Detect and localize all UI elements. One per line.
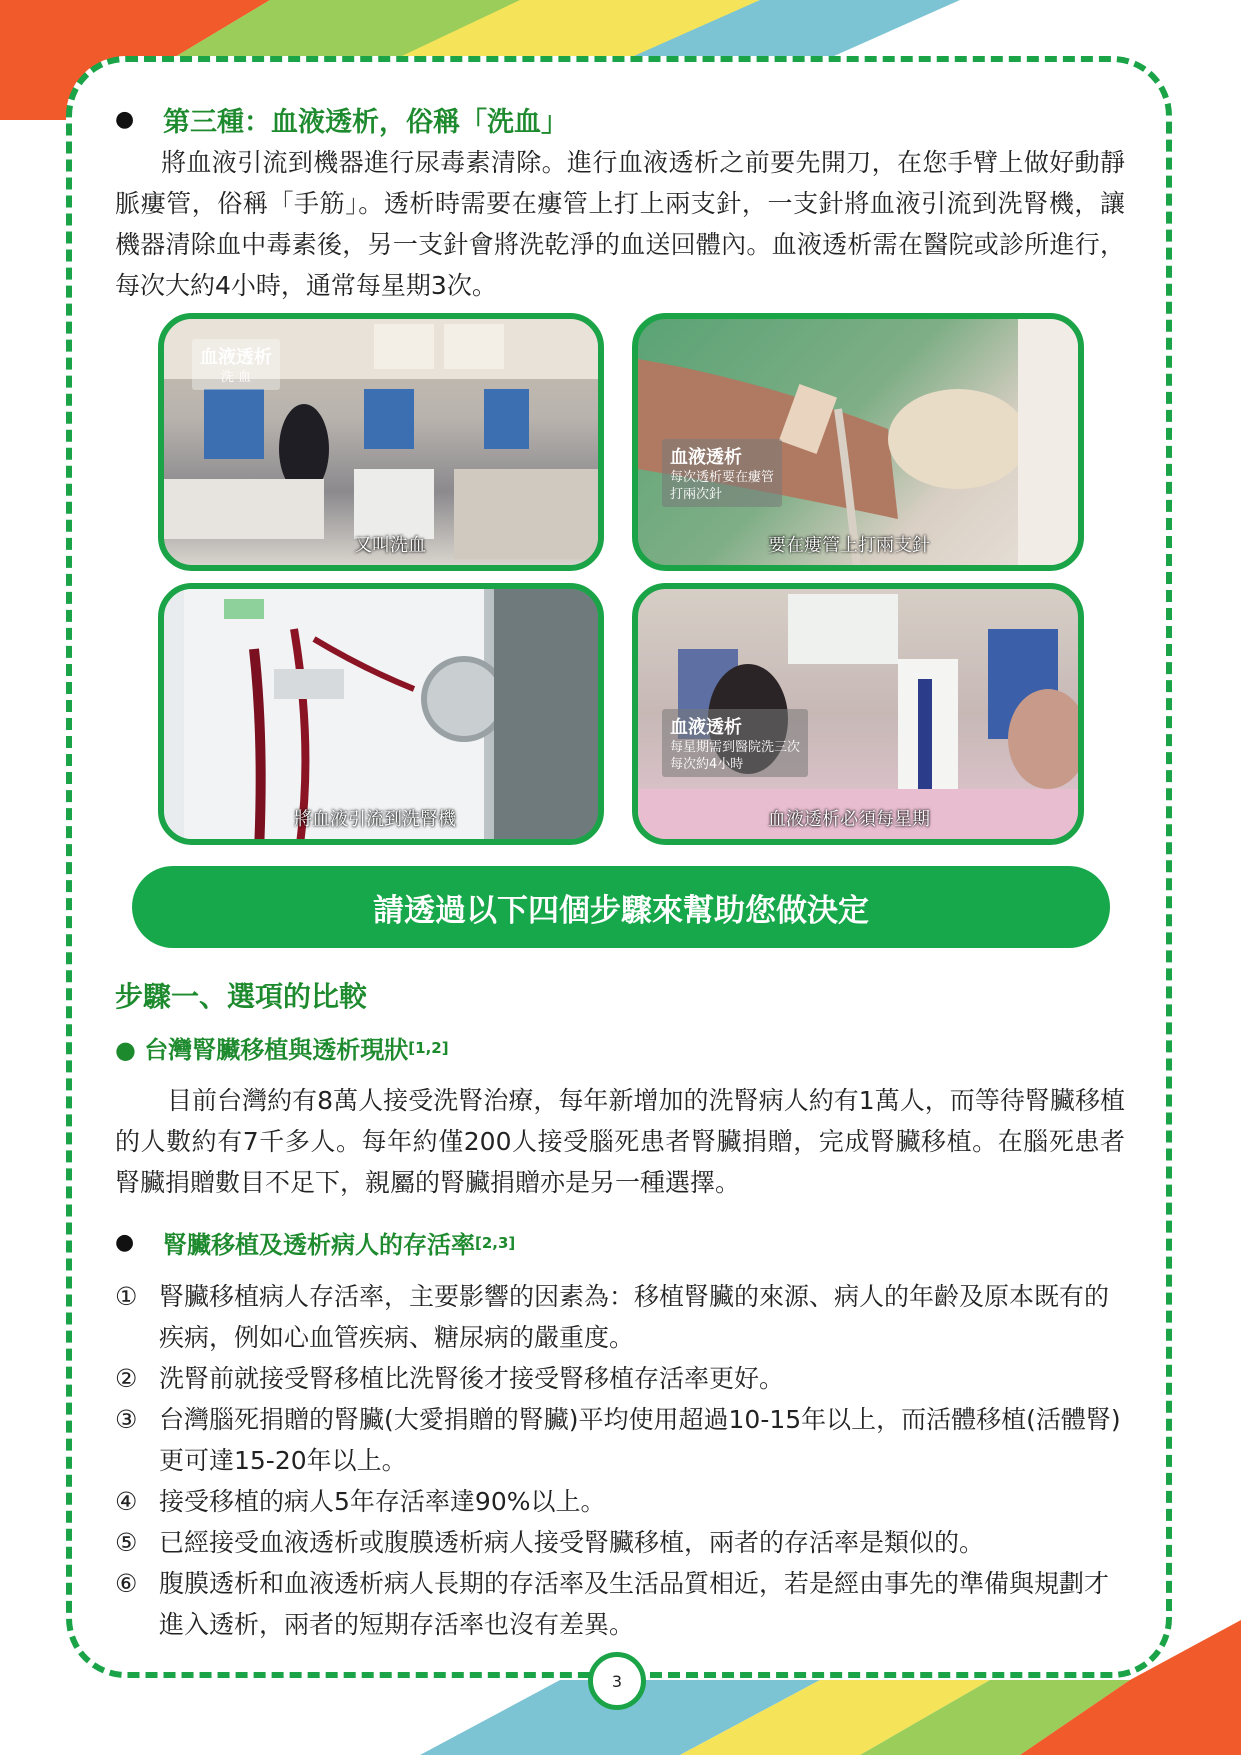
survival-list — [115, 1276, 1125, 1645]
photo-caption: 又叫洗血 — [354, 535, 426, 556]
list-number: ④ — [115, 1487, 138, 1516]
reference-marker: [2,3] — [475, 1233, 516, 1252]
section-body: 將血液引流到機器進行尿毒素清除。進行血液透析之前要先開刀，在您手臂上做好動靜脈瘻管，俗稱「手筋」。透析時需要在瘻管上打上兩支針，一支針將血液引流到洗腎機，讓機器清除血中毒素後，另一支針會將洗乾淨的血送回體內。血液透析需在醫院或診所進行，每次大約4小時，通常每星期3次。 — [115, 148, 1125, 300]
photo-grid — [158, 313, 1084, 845]
taiwan-status-paragraph: 目前台灣約有8萬人接受洗腎治療，每年新增加的洗腎病人約有1萬人，而等待腎臟移植的人數約有7千多人。每年約僅200人接受腦死患者腎臟捐贈，完成腎臟移植。在腦死患者腎臟捐贈數目不足下，親屬的腎臟捐贈亦是另一種選擇。 — [115, 1086, 1125, 1197]
photo-caption: 要在瘻管上打兩支針 — [768, 535, 930, 556]
photo-label: 血液透析 洗 血 — [192, 339, 280, 390]
photo-caption: 將血液引流到洗腎機 — [294, 809, 456, 830]
list-number: ① — [115, 1282, 138, 1311]
list-item — [115, 1481, 1125, 1522]
reference-marker: [1,2] — [408, 1038, 449, 1057]
photo-caption: 血液透析必須每星期 — [768, 809, 930, 830]
bullet-icon: ● — [115, 106, 135, 132]
steps-banner: 請透過以下四個步驟來幫助您做決定 — [132, 866, 1110, 948]
photo-dialysis-machine — [158, 583, 604, 845]
section-hemodialysis — [115, 96, 1125, 306]
list-number: ③ — [115, 1405, 138, 1434]
list-item — [115, 1522, 1125, 1563]
subsection-survival — [115, 1225, 515, 1260]
list-item — [115, 1563, 1125, 1645]
list-item — [115, 1358, 1125, 1399]
list-number: ② — [115, 1364, 138, 1393]
photo-label: 血液透析 每星期需到醫院洗三次 每次約4小時 — [662, 709, 808, 777]
list-item — [115, 1276, 1125, 1358]
section-title: 第三種：血液透析，俗稱「洗血」 — [163, 106, 568, 138]
list-item — [115, 1399, 1125, 1481]
list-text: 已經接受血液透析或腹膜透析病人接受腎臟移植，兩者的存活率是類似的。 — [159, 1528, 985, 1557]
section-heading — [115, 96, 1125, 142]
subsection-title: 腎臟移植及透析病人的存活率 — [163, 1231, 475, 1259]
step1-title: 步驟一、選項的比較 — [115, 980, 368, 1013]
photo-label: 血液透析 每次透析要在瘻管 打兩次針 — [662, 439, 782, 507]
list-text: 洗腎前就接受腎移植比洗腎後才接受腎移植存活率更好。 — [159, 1364, 785, 1393]
bullet-icon: ● — [115, 1230, 135, 1255]
page-number: 3 — [588, 1652, 646, 1710]
list-number: ⑥ — [115, 1569, 138, 1598]
photo-needle-arm — [632, 313, 1084, 571]
list-text: 腎臟移植病人存活率，主要影響的因素為：移植腎臟的來源、病人的年齡及原本既有的疾病，例如心血管疾病、糖尿病的嚴重度。 — [159, 1282, 1110, 1352]
list-text: 腹膜透析和血液透析病人長期的存活率及生活品質相近，若是經由事先的準備與規劃才進入透析，兩者的短期存活率也沒有差異。 — [159, 1569, 1110, 1639]
list-number: ⑤ — [115, 1528, 138, 1557]
list-text: 接受移植的病人5年存活率達90%以上。 — [159, 1487, 606, 1516]
photo-dialysis-ward — [158, 313, 604, 571]
subsection-title: ● 台灣腎臟移植與透析現狀 — [115, 1036, 409, 1064]
photo-hospital-ward — [632, 583, 1084, 845]
list-text: 台灣腦死捐贈的腎臟(大愛捐贈的腎臟)平均使用超過10-15年以上，而活體移植(活體腎)更可達15-20年以上。 — [159, 1405, 1121, 1475]
subsection-taiwan-status — [115, 1030, 449, 1065]
